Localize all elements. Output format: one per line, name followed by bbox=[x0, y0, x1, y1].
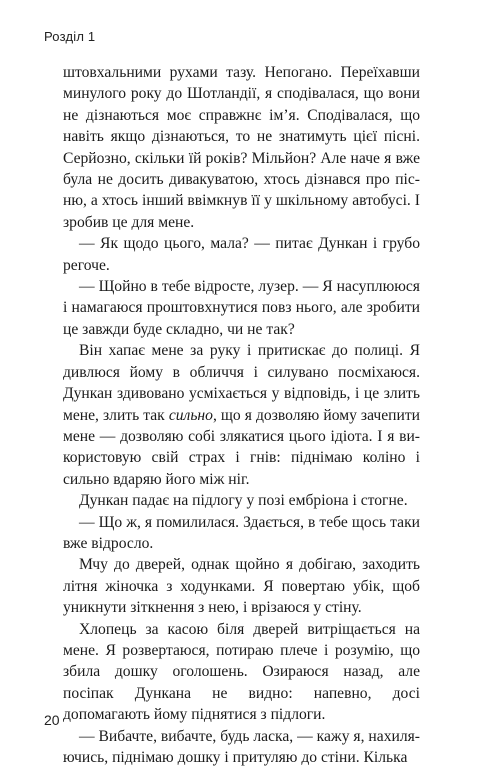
paragraph-text: — Щойно в тебе відросте, лузер. — Я насуплююся і намагаюся проштовхнутися повз нього, але зробити це завжди буде складно, чи не так? bbox=[63, 278, 420, 338]
paragraph-text: штовхальними рухами тазу. Непогано. Переїхавши минулого року до Шотландії, я сподівалася, що вони не дізнаються моє справжнє ім’я. Сподівалася, що навіть якщо дізнаються, то не знатимуть цієї пісні. Серйозно, скільки їй років? Мільйон? Але наче я вже була не досить дивакуватою, хтось дізнався про пісню, а хтось інший ввімкнув її у шкільному автобусі. І зробив це для мене. bbox=[63, 64, 420, 231]
paragraph-2 bbox=[63, 233, 420, 276]
emphasis-text: сильно bbox=[168, 406, 213, 424]
paragraph-text: — Що ж, я помилилася. Здається, в тебе щось таки вже відросло. bbox=[63, 513, 420, 552]
paragraph-text: , що я дозволяю йому зачепити мене — дозволяю собі злякатися цього ідіота. І я використовую свій страх і гнів: піднімаю коліно і сильно вдаряю його між ніг. bbox=[63, 406, 420, 488]
paragraph-3 bbox=[63, 276, 420, 340]
paragraph-text: Він хапає мене за руку і притискає до полиці. Я дивлюся йому в обличчя і силувано посміхаюся. Дункан здивовано усміхається у відповідь, і це злить мене, злить так bbox=[63, 342, 420, 424]
paragraph-8 bbox=[63, 619, 420, 726]
paragraph-7 bbox=[63, 554, 420, 618]
paragraph-5 bbox=[63, 490, 420, 511]
paragraph-6 bbox=[63, 512, 420, 555]
paragraph-text: Хлопець за касою біля дверей витріщається на мене. Я розвертаюся, потираю плече і розумію, що збила дошку оголошень. Озираюся назад, але посіпак Дункана не видно: напевно, досі допомагають йому піднятися з підлоги. bbox=[63, 620, 420, 724]
running-head: Розділ 1 bbox=[44, 29, 96, 44]
paragraph-text: Мчу до дверей, однак щойно я добігаю, заходить літня жіночка з ходунками. Я повертаю убік, щоб уникнути зіткнення з нею, і врізаюся у стіну. bbox=[63, 556, 420, 617]
paragraph-9 bbox=[63, 726, 420, 768]
paragraph-text: Дункан падає на підлогу у позі ембріона і стогне. bbox=[79, 492, 408, 510]
paragraph-text: — Вибачте, вибачте, будь ласка, — кажу я, нахиляючись, піднімаю дошку і притуляю до стіни. Кілька bbox=[63, 727, 420, 766]
paragraph-1 bbox=[63, 62, 420, 233]
body-text bbox=[63, 62, 420, 768]
page-number: 20 bbox=[44, 712, 60, 728]
paragraph-text: — Як щодо цього, мала? — питає Дункан і грубо регоче. bbox=[63, 235, 420, 274]
paragraph-4 bbox=[63, 340, 420, 490]
